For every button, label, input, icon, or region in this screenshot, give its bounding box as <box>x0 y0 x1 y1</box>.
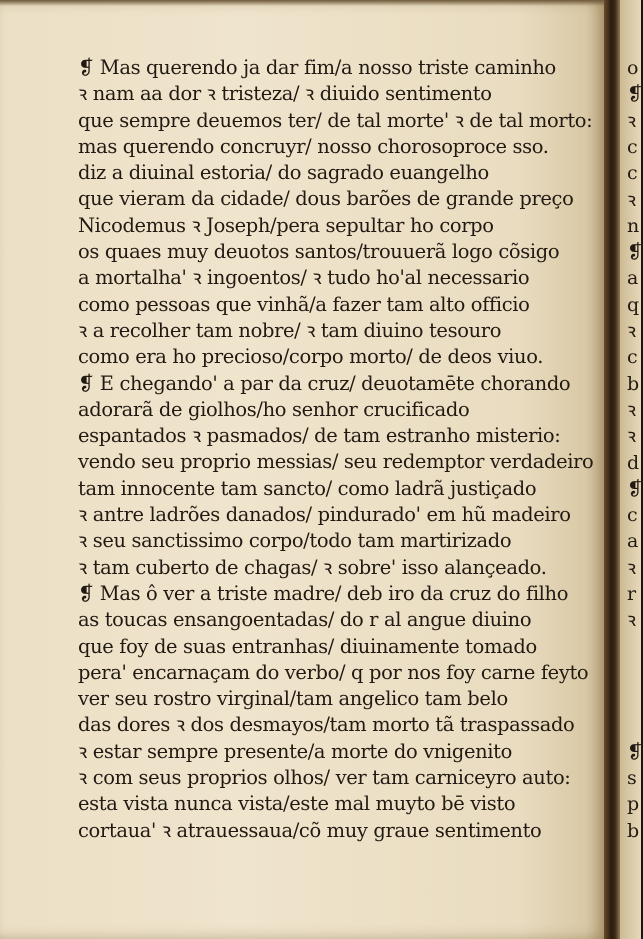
page-top-shadow <box>0 0 610 6</box>
text-line: vendo seu proprio messias/ seu redemptor verdadeiro <box>78 450 594 474</box>
facing-page-letter: ❡ <box>627 740 643 763</box>
text-line: diz a diuinal estoria/ do sagrado euangelho <box>78 161 489 185</box>
facing-page-letter: q <box>627 293 640 316</box>
text-block <box>78 55 608 844</box>
text-line: espantados ꝛ pasmados/ de tam estranho misterio: <box>78 424 561 448</box>
facing-page-letter: ꝛ <box>627 188 637 211</box>
text-line: pera' encarnaçam do verbo/ q por nos foy carne feyto <box>78 660 589 684</box>
facing-page-letter: o <box>627 57 639 79</box>
text-line: como pessoas que vinhã/a fazer tam alto officio <box>78 292 530 316</box>
text-line: cortaua' ꝛ atrauessaua/cõ muy graue sentimento <box>78 818 542 842</box>
text-line: esta vista nunca vista/este mal muyto bē visto <box>78 792 516 816</box>
text-line: ❡ Mas querendo ja dar fim/a nosso triste caminho <box>78 56 556 79</box>
facing-page-letter: c <box>627 346 638 369</box>
text-line: os quaes muy deuotos santos/trouuerã logo cõsigo <box>78 240 560 264</box>
text-line: as toucas ensangoentadas/ do r al angue diuino <box>78 608 532 632</box>
text-line: ꝛ a recolher tam nobre/ ꝛ tam diuino tesouro <box>78 318 502 342</box>
text-line: como era ho precioso/corpo morto/ de deos viuo. <box>78 345 544 369</box>
text-line: que sempre deuemos ter/ de tal morte' ꝛ de tal morto: <box>78 108 593 132</box>
text-line: Nicodemus ꝛ Joseph/pera sepultar ho corpo <box>78 213 494 237</box>
text-line: tam innocente tam sancto/ como ladrã justiçado <box>78 476 537 500</box>
text-line: ꝛ nam aa dor ꝛ tristeza/ ꝛ diuido sentimento <box>78 82 492 106</box>
text-line: a mortalha' ꝛ ingoentos/ ꝛ tudo ho'al necessario <box>78 266 530 290</box>
facing-page-letter: n <box>627 214 640 237</box>
facing-page-letter: ꝛ <box>627 609 637 632</box>
facing-page-letter: c <box>627 162 638 185</box>
facing-page-letter: ❡ <box>627 241 643 264</box>
text-line: das dores ꝛ dos desmayos/tam morto tã traspassado <box>78 713 575 737</box>
text-line: que foy de suas entranhas/ diuinamente tomado <box>78 634 537 658</box>
text-line: mas querendo concruyr/ nosso chorosoproce sso. <box>78 134 549 158</box>
text-line: ꝛ antre ladrões danados/ pindurado' em hũ madeiro <box>78 503 571 527</box>
facing-page-letter: r <box>627 583 637 605</box>
text-line: ꝛ com seus proprios olhos/ ver tam carniceyro auto: <box>78 766 571 790</box>
text-line: ❡ Mas ô ver a triste madre/ deb iro da cruz do filho <box>78 581 569 605</box>
text-line: ver seu rostro virginal/tam angelico tam belo <box>78 687 508 711</box>
facing-page-letter: s <box>627 767 637 790</box>
facing-page-letter: d <box>627 451 640 474</box>
text-line: adorarã de giolhos/ho senhor crucificado <box>78 397 470 421</box>
facing-page-letter: ꝛ <box>627 320 637 342</box>
text-line: ꝛ estar sempre presente/a morte do vnigenito <box>78 739 512 763</box>
facing-page-letter: ꝛ <box>627 398 637 421</box>
facing-page-letter: c <box>627 504 638 527</box>
facing-page-letter: ꝛ <box>627 109 637 132</box>
facing-page-letter: c <box>627 135 638 158</box>
text-line: que vieram da cidade/ dous barões de grande preço <box>78 187 574 211</box>
facing-page-letter: p <box>627 793 640 816</box>
facing-page-letter: b <box>627 819 640 842</box>
facing-page-letter: ꝛ <box>627 556 637 579</box>
text-line: ❡ E chegando' a par da cruz/ deuotamēte chorando <box>78 371 571 395</box>
facing-page-letter: ❡ <box>627 83 643 106</box>
facing-page-letter: ꝛ <box>627 425 637 448</box>
text-line: ꝛ seu sanctissimo corpo/todo tam martirizado <box>78 529 512 553</box>
facing-page-letter: a <box>627 530 639 553</box>
facing-page-letter: b <box>627 372 640 395</box>
book-gutter <box>604 0 620 939</box>
facing-page-letter: ❡ <box>627 477 643 500</box>
facing-page-letter: a <box>627 267 639 290</box>
text-line: ꝛ tam cuberto de chagas/ ꝛ sobre' isso alançeado. <box>78 555 547 579</box>
